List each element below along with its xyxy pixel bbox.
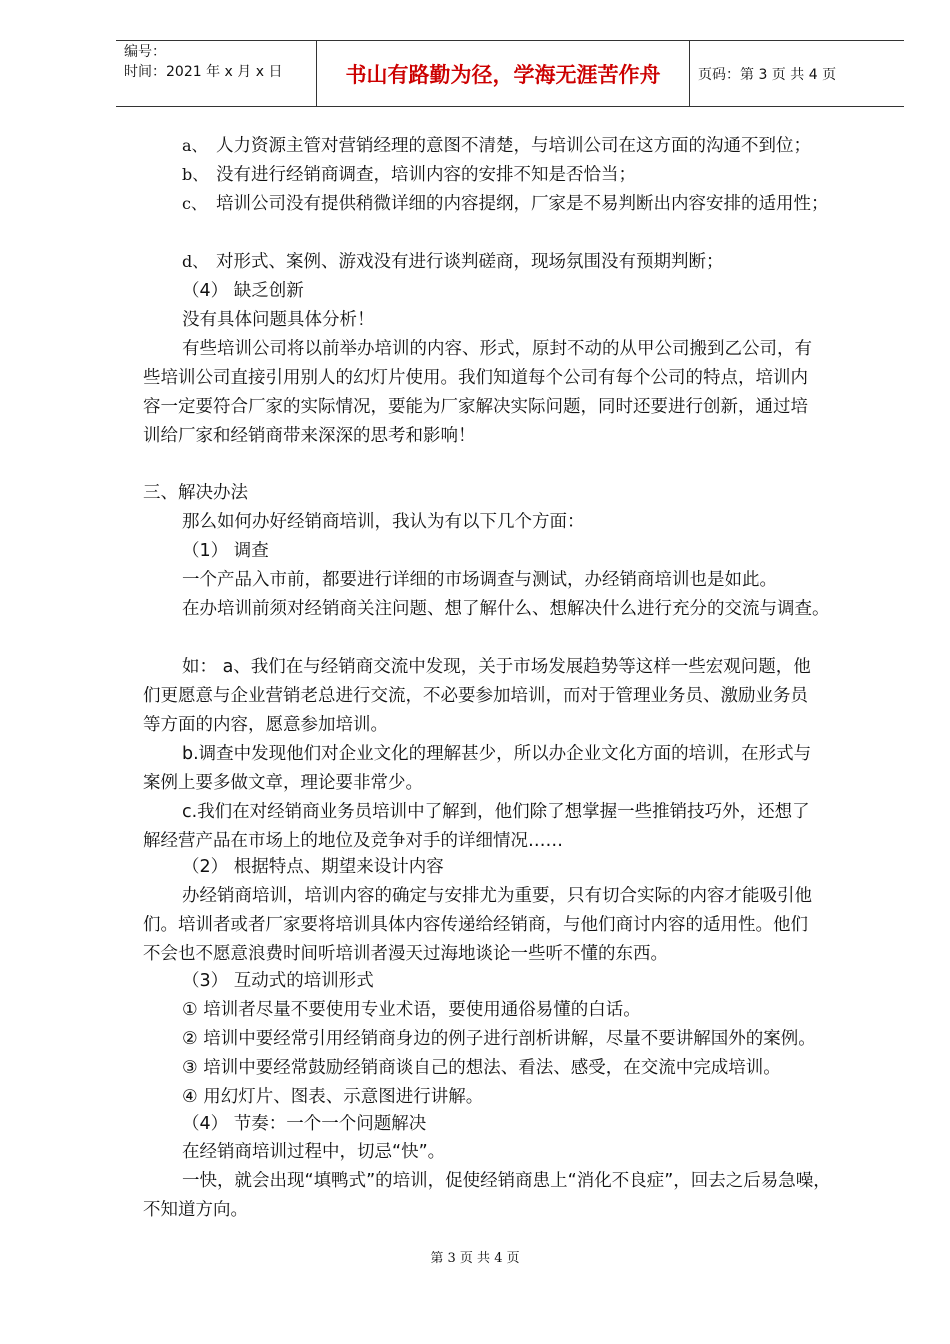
section-heading-solutions: 三、解决办法 [143, 483, 248, 503]
list-item: ③ 培训中要经常鼓励经销商谈自己的想法、看法、感受，在交流中完成培训。 [182, 1058, 781, 1078]
heading-survey: （1） 调查 [182, 541, 269, 561]
list-item-a [182, 134, 811, 158]
list-item-text: 人力资源主管对营销经理的意图不清楚，与培训公司在这方面的沟通不到位； [216, 136, 811, 156]
paragraph-line: 在经销商培训过程中，切忌“快”。 [182, 1142, 446, 1162]
list-item-text: 没有进行经销商调查，培训内容的安排不知是否恰当； [216, 165, 636, 185]
heading-lack-innovation: （4） 缺乏创新 [182, 281, 304, 301]
list-item-text: 培训公司没有提供稍微详细的内容提纲，厂家是不易判断出内容安排的适用性； [216, 194, 829, 214]
paragraph-line: c.我们在对经销商业务员培训中了解到，他们除了想掌握一些推销技巧外，还想了 [182, 802, 810, 822]
list-item-b [182, 163, 636, 187]
list-marker: b、 [182, 165, 209, 184]
paragraph-line: 不会也不愿意浪费时间听培训者漫天过海地谈论一些听不懂的东西。 [143, 944, 668, 964]
paragraph-line: 办经销商培训，培训内容的确定与安排尤为重要，只有切合实际的内容才能吸引他 [182, 886, 812, 906]
page-footer: 第 3 页 共 4 页 [430, 1251, 520, 1266]
paragraph-line: 一个产品入市前，都要进行详细的市场调查与测试，办经销商培训也是如此。 [182, 570, 777, 590]
list-item-c [182, 192, 829, 216]
paragraph-line: 解经营产品在市场上的地位及竞争对手的详细情况…… [143, 831, 563, 851]
paragraph-line: 等方面的内容，愿意参加培训。 [143, 715, 388, 735]
paragraph-line: 在办培训前须对经销商关注问题、想了解什么、想解决什么进行充分的交流与调查。 [182, 599, 830, 619]
list-marker: d、 [182, 252, 209, 271]
paragraph-line: b.调查中发现他们对企业文化的理解甚少，所以办企业文化方面的培训，在形式与 [182, 744, 812, 764]
list-item: ① 培训者尽量不要使用专业术语，要使用通俗易懂的白话。 [182, 1000, 641, 1020]
paragraph-line: 没有具体问题具体分析！ [182, 310, 375, 330]
page-header [116, 40, 904, 107]
paragraph-line: 那么如何办好经销商培训，我认为有以下几个方面： [182, 512, 585, 532]
list-item: ② 培训中要经常引用经销商身边的例子进行剖析讲解，尽量不要讲解国外的案例。 [182, 1029, 816, 1049]
heading-design-content: （2） 根据特点、期望来设计内容 [182, 857, 444, 877]
paragraph-line: 一快，就会出现“填鸭式”的培训，促使经销商患上“消化不良症”，回去之后易急噪， [182, 1171, 831, 1191]
paragraph-line: 训给厂家和经销商带来深深的思考和影响！ [143, 426, 476, 446]
list-marker: c、 [182, 194, 207, 213]
list-marker: a、 [182, 136, 208, 155]
paragraph-line: 有些培训公司将以前举办培训的内容、形式，原封不动的从甲公司搬到乙公司，有 [182, 339, 812, 359]
list-item: ④ 用幻灯片、图表、示意图进行讲解。 [182, 1087, 484, 1107]
paragraph-line: 们。培训者或者厂家要将培训具体内容传递给经销商，与他们商讨内容的适用性。他们 [143, 915, 808, 935]
header-motto: 书山有路勤为径，学海无涯苦作舟 [316, 41, 690, 107]
paragraph-line: 些培训公司直接引用别人的幻灯片使用。我们知道每个公司有每个公司的特点，培训内 [143, 368, 808, 388]
list-item-text: 对形式、案例、游戏没有进行谈判磋商，现场氛围没有预期判断； [216, 252, 724, 272]
paragraph-line: 案例上要多做文章，理论要非常少。 [143, 773, 423, 793]
document-time-label: 时间：2021 年 x 月 x 日 [124, 64, 283, 80]
paragraph-line: 如： a、我们在与经销商交流中发现，关于市场发展趋势等这样一些宏观问题，他 [182, 657, 811, 677]
paragraph-line: 容一定要符合厂家的实际情况，要能为厂家解决实际问题，同时还要进行创新，通过培 [143, 397, 808, 417]
heading-pace: （4） 节奏：一个一个问题解决 [182, 1114, 427, 1134]
paragraph-line: 不知道方向。 [143, 1200, 248, 1220]
paragraph-line: 们更愿意与企业营销老总进行交流，不必要参加培训，而对于管理业务员、激励业务员 [143, 686, 808, 706]
heading-interactive-format: （3） 互动式的培训形式 [182, 971, 374, 991]
header-page-info: 页码：第 3 页 共 4 页 [698, 67, 837, 83]
list-item-d [182, 250, 724, 274]
header-meta [116, 41, 316, 107]
document-number-label: 编号： [124, 44, 166, 60]
